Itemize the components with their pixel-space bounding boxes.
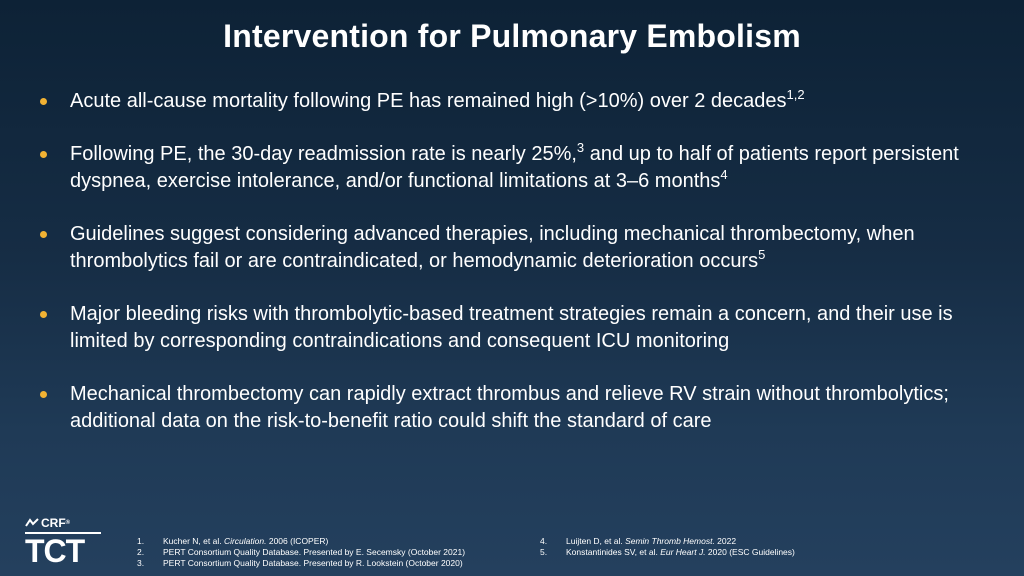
reference-item bbox=[137, 536, 465, 547]
bullet-text: and up to half of patients report persistent dyspnea, exercise intolerance, and/or functional limitations at 3–6 months bbox=[70, 143, 959, 192]
reference-number: 2. bbox=[137, 547, 145, 557]
bullet-text: Acute all-cause mortality following PE has remained high (>10%) over 2 decades bbox=[70, 90, 787, 112]
reference-journal: Eur Heart J. bbox=[660, 547, 706, 557]
reference-text: PERT Consortium Quality Database. Presented by R. Lookstein (October 2020) bbox=[163, 558, 463, 568]
references-right bbox=[540, 536, 795, 558]
reference-text: 2020 (ESC Guidelines) bbox=[705, 547, 795, 557]
reference-text: Konstantinides SV, et al. bbox=[566, 547, 661, 557]
bullet-text: Following PE, the 30-day readmission rate is nearly 25%, bbox=[70, 143, 577, 165]
slide-title: Intervention for Pulmonary Embolism bbox=[223, 18, 801, 54]
bullet-item bbox=[40, 381, 1000, 435]
bullet-item bbox=[40, 301, 1000, 355]
bullet-item bbox=[40, 221, 1000, 275]
reference-number: 5. bbox=[540, 547, 548, 557]
reference-journal: Circulation. bbox=[223, 536, 267, 546]
citation-superscript: 3 bbox=[576, 140, 585, 155]
reference-text: 2006 (ICOPER) bbox=[266, 536, 329, 546]
crf-logo bbox=[25, 516, 70, 530]
bullet-text: Mechanical thrombectomy can rapidly extract thrombus and relieve RV strain without thrombolytics; additional data on the risk-to-benefit ratio could shift the standard of care bbox=[70, 383, 949, 432]
references-left bbox=[137, 536, 465, 569]
bullet-dot-icon bbox=[40, 151, 47, 158]
tct-text: TCT bbox=[25, 533, 85, 569]
reference-number: 4. bbox=[540, 536, 548, 546]
bullet-dot-icon bbox=[40, 391, 47, 398]
crf-text: CRF bbox=[41, 516, 66, 530]
reference-text: PERT Consortium Quality Database. Presented by E. Secemsky (October 2021) bbox=[163, 547, 466, 557]
reference-item bbox=[540, 547, 795, 558]
bullet-dot-icon bbox=[40, 311, 47, 318]
reference-journal: Semin Thromb Hemost. bbox=[625, 536, 715, 546]
reference-item bbox=[137, 558, 465, 569]
citation-superscript: 4 bbox=[720, 167, 728, 182]
bullet-text: Guidelines suggest considering advanced therapies, including mechanical thrombectomy, when thrombolytics fail or are contraindicated, or hemodynamic deterioration occurs bbox=[70, 223, 915, 272]
bullet-item bbox=[40, 141, 1000, 195]
crf-mark-icon bbox=[25, 518, 39, 528]
reference-text: Luijten D, et al. bbox=[566, 536, 626, 546]
reference-item bbox=[540, 536, 795, 547]
tct-logo bbox=[25, 516, 105, 568]
bullet-list bbox=[40, 88, 1000, 435]
citation-superscript: 1,2 bbox=[786, 87, 805, 102]
reference-number: 1. bbox=[137, 536, 145, 546]
crf-registered: ® bbox=[65, 520, 71, 526]
bullet-dot-icon bbox=[40, 98, 47, 105]
bullet-text: Major bleeding risks with thrombolytic-based treatment strategies remain a concern, and their use is limited by corresponding contraindications and consequent ICU monitoring bbox=[70, 303, 953, 352]
bullet-item bbox=[40, 88, 1000, 115]
reference-text: 2022 bbox=[714, 536, 737, 546]
bullet-dot-icon bbox=[40, 231, 47, 238]
reference-number: 3. bbox=[137, 558, 145, 568]
reference-text: Kucher N, et al. bbox=[163, 536, 224, 546]
reference-item bbox=[137, 547, 465, 558]
citation-superscript: 5 bbox=[758, 247, 766, 262]
